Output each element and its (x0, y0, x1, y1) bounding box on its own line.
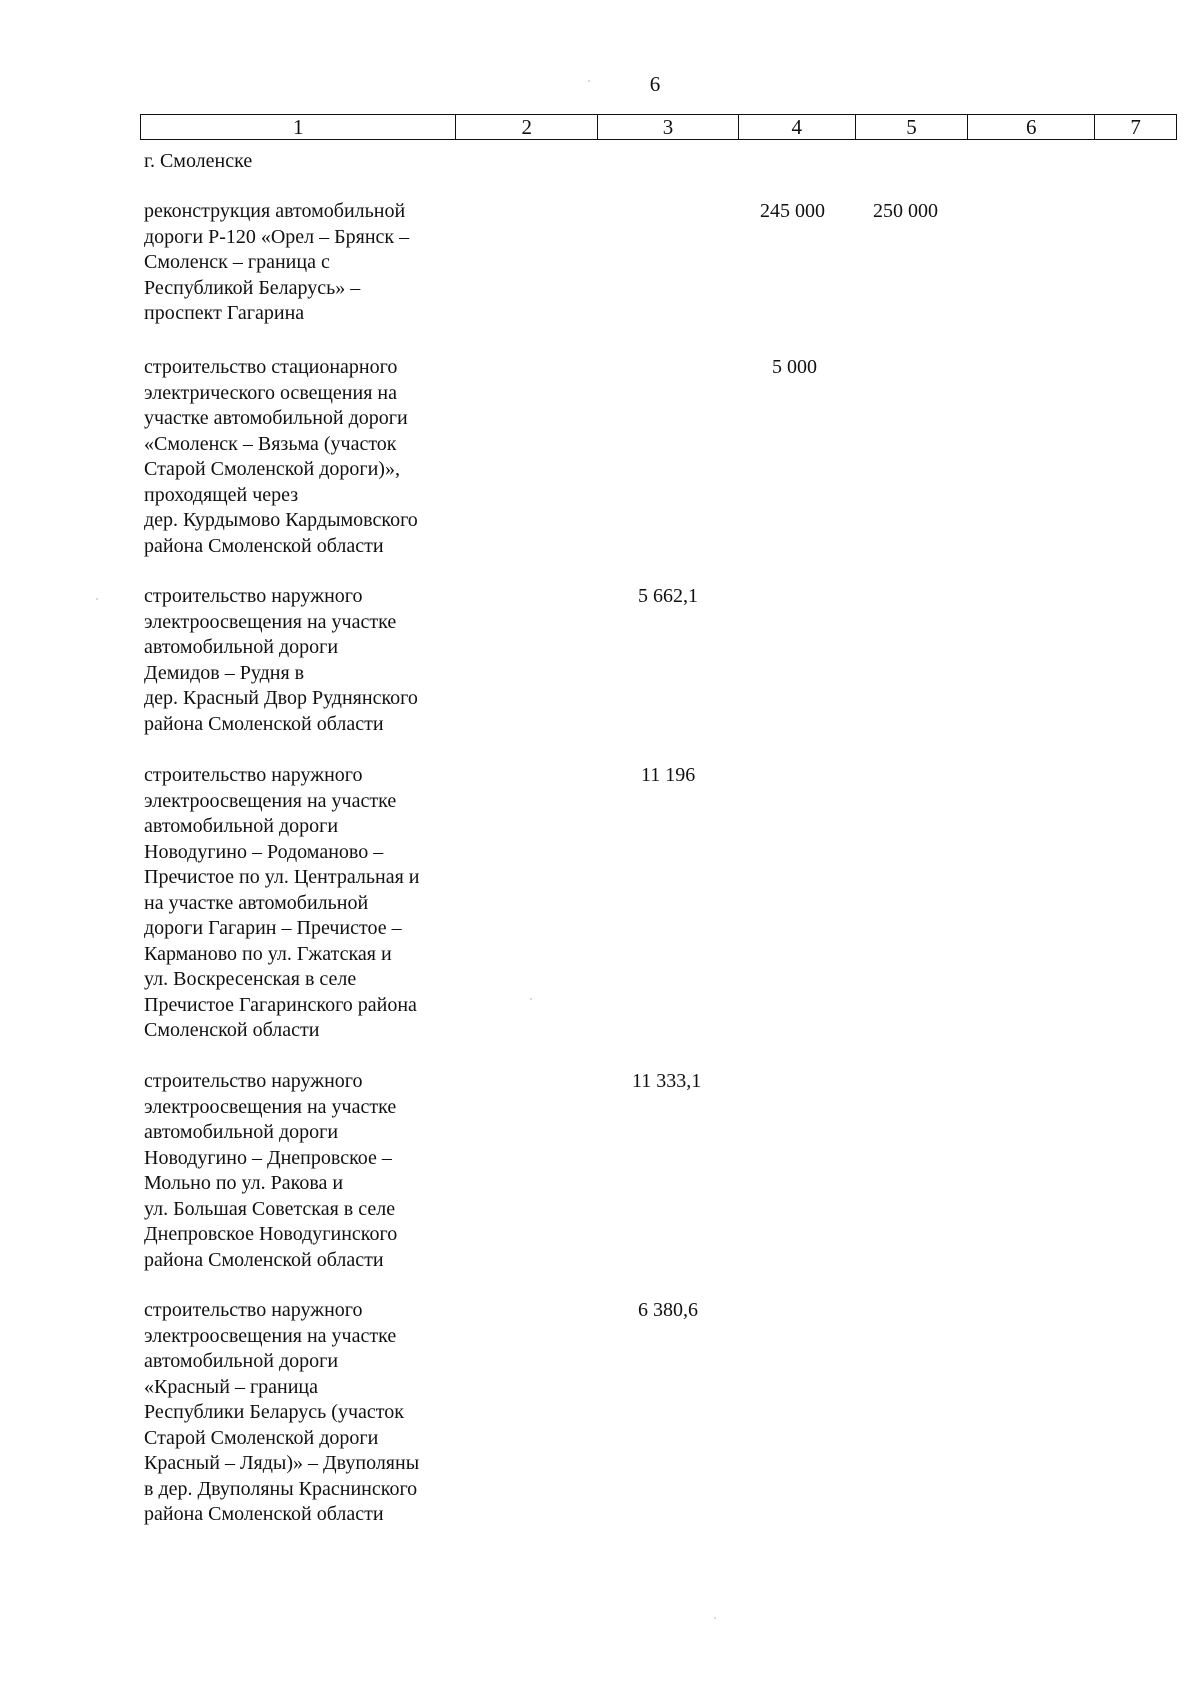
column-number-header (140, 114, 1177, 140)
column-header-5: 5 (856, 115, 969, 139)
scan-speck (530, 998, 532, 1000)
scan-speck (96, 598, 98, 600)
row-value-col3: 5 662,1 (638, 585, 698, 607)
row-value-col3: 11 196 (641, 764, 696, 786)
page-number: 6 (649, 72, 661, 96)
row-description: строительство стационарного электрического освещения на участке автомобильной дороги «Смоленск – Вязьма (участок Старой Смоленской дороги)», проходящей через дер. Курдымово Кардымовского района Смоленской области (144, 356, 418, 557)
row-description: строительство наружного электроосвещения на участке автомобильной дороги Новодугино – Днепровское – Мольно по ул. Ракова и ул. Большая Советская в селе Днепровское Новодугинского района Смоленской области (144, 1070, 398, 1271)
column-header-3: 3 (598, 115, 739, 139)
row-value-col5: 250 000 (873, 200, 938, 222)
scan-speck (588, 80, 590, 82)
row-description: строительство наружного электроосвещения на участке автомобильной дороги Новодугино – Родоманово – Пречистое по ул. Центральная и на участке автомобильной дороги Гагарин – Пречистое – Карманово по ул. Гжатская и ул. Воскресенская в селе Пречистое Гагаринского района Смоленской области (144, 764, 420, 1041)
column-header-6: 6 (968, 115, 1095, 139)
row-description: реконструкция автомобильной дороги Р-120 «Орел – Брянск – Смоленск – граница с Республикой Беларусь» – проспект Гагарина (144, 200, 410, 324)
row-value-col4: 5 000 (772, 356, 817, 378)
row-value-col3: 11 333,1 (632, 1070, 702, 1092)
row-value-col3: 6 380,6 (638, 1299, 698, 1321)
row-description: строительство наружного электроосвещения на участке автомобильной дороги «Красный – граница Республики Беларусь (участок Старой Смоленской дороги Красный – Ляды)» – Двуполяны в дер. Двуполяны Краснинского района Смоленской области (144, 1299, 420, 1525)
column-header-7: 7 (1130, 115, 1141, 139)
row-value-col4: 245 000 (760, 200, 825, 222)
location-label: г. Смоленске (144, 150, 253, 172)
column-header-2: 2 (456, 115, 598, 139)
column-header-4: 4 (739, 115, 856, 139)
row-description: строительство наружного электроосвещения на участке автомобильной дороги Демидов – Рудня в дер. Красный Двор Руднянского района Смоленской области (144, 585, 418, 735)
scan-speck (714, 1617, 716, 1619)
column-header-1: 1 (141, 115, 456, 139)
